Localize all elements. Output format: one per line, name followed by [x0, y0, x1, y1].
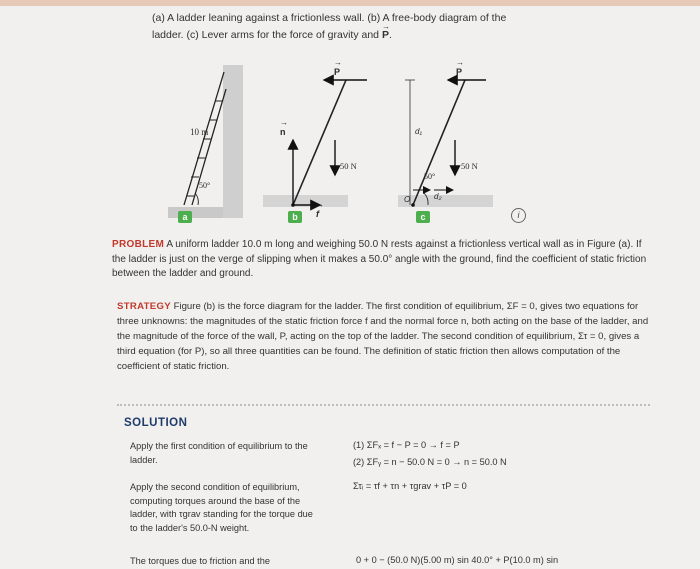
figure-label-b: b	[288, 211, 302, 223]
ladder-figure	[168, 55, 518, 240]
strategy-heading: STRATEGY	[117, 301, 171, 312]
figure-caption	[152, 10, 552, 44]
weight-b-label: 50 N	[340, 161, 357, 171]
wall-a	[223, 65, 243, 218]
equation-1: (1) ΣFₓ = f − P = 0 → f = P	[353, 440, 460, 450]
problem-heading: PROBLEM	[112, 239, 165, 250]
figure-label-c: c	[416, 211, 430, 223]
equation-2: (2) ΣFᵧ = n − 50.0 N = 0 → n = 50.0 N	[353, 457, 507, 467]
caption-line-2-text: ladder. (c) Lever arms for the force of gravity and	[152, 29, 380, 41]
force-n-label: → n	[280, 127, 286, 137]
problem-block	[112, 238, 657, 282]
solution-step-1: Apply the first condition of equilibrium to the ladder.	[130, 441, 308, 465]
d2-label: d₂	[434, 192, 442, 201]
caption-line-2	[152, 27, 552, 44]
strategy-text: Figure (b) is the force diagram for the ladder. The first condition of equilibrium, ΣF = 0, gives two equations for three unknowns: the magnitudes of the static friction force f and the normal force n, both acting on the base of the ladder, and the magnitude of the force of the wall, P, acting on the top of the ladder. The second condition of equilibrium, Στ = 0, gives a third equation (for P), so all three quantities can be found. The definition of static friction then allows computation of the coefficient of static friction.	[117, 301, 649, 372]
caption-line-1: (a) A ladder leaning against a frictionless wall. (b) A free-body diagram of the	[152, 12, 507, 24]
force-p-label: → P	[334, 67, 340, 77]
strategy-block	[117, 299, 657, 374]
ladder-diagrams-svg	[168, 55, 518, 240]
caption-period: .	[388, 29, 392, 41]
d1-label: d₁	[415, 127, 422, 136]
force-p-c-label: → P	[456, 67, 462, 77]
top-edge-strip	[0, 0, 700, 6]
info-icon[interactable]: i	[511, 208, 526, 223]
length-label: 10 m	[190, 127, 209, 137]
angle-label-a: 50°	[199, 181, 211, 190]
solution-step-3: The torques due to friction and the	[130, 556, 270, 566]
angle-label-c: 50°	[424, 172, 436, 181]
problem-text: A uniform ladder 10.0 m long and weighing 50.0 N rests against a frictionless vertical wall as in Figure (a). If the ladder is just on the verge of slipping when it makes a 50.0° angle with the ground, find the coefficient of static friction between the ladder and ground.	[112, 239, 647, 279]
ground-a	[168, 207, 223, 218]
weight-c-label: 50 N	[461, 161, 478, 171]
solution-heading: SOLUTION	[124, 417, 188, 429]
solution-step-2: Apply the second condition of equilibrium, computing torques around the base of the ladder, with τgrav standing for the torque due to the ladder's 50.0-N weight.	[130, 482, 313, 533]
ladder-c	[413, 80, 465, 205]
caption-vector-p: → P	[382, 27, 389, 44]
figure-label-a: a	[178, 211, 192, 223]
origin-c-label: O	[404, 195, 411, 204]
equation-3: Στᵢ = τf + τn + τgrav + τP = 0	[353, 481, 467, 491]
section-divider	[117, 404, 650, 406]
force-f-label: → f	[316, 209, 319, 219]
equation-4: 0 + 0 − (50.0 N)(5.00 m) sin 40.0° + P(10.0 m) sin	[356, 555, 559, 565]
ladder-b	[293, 80, 346, 205]
